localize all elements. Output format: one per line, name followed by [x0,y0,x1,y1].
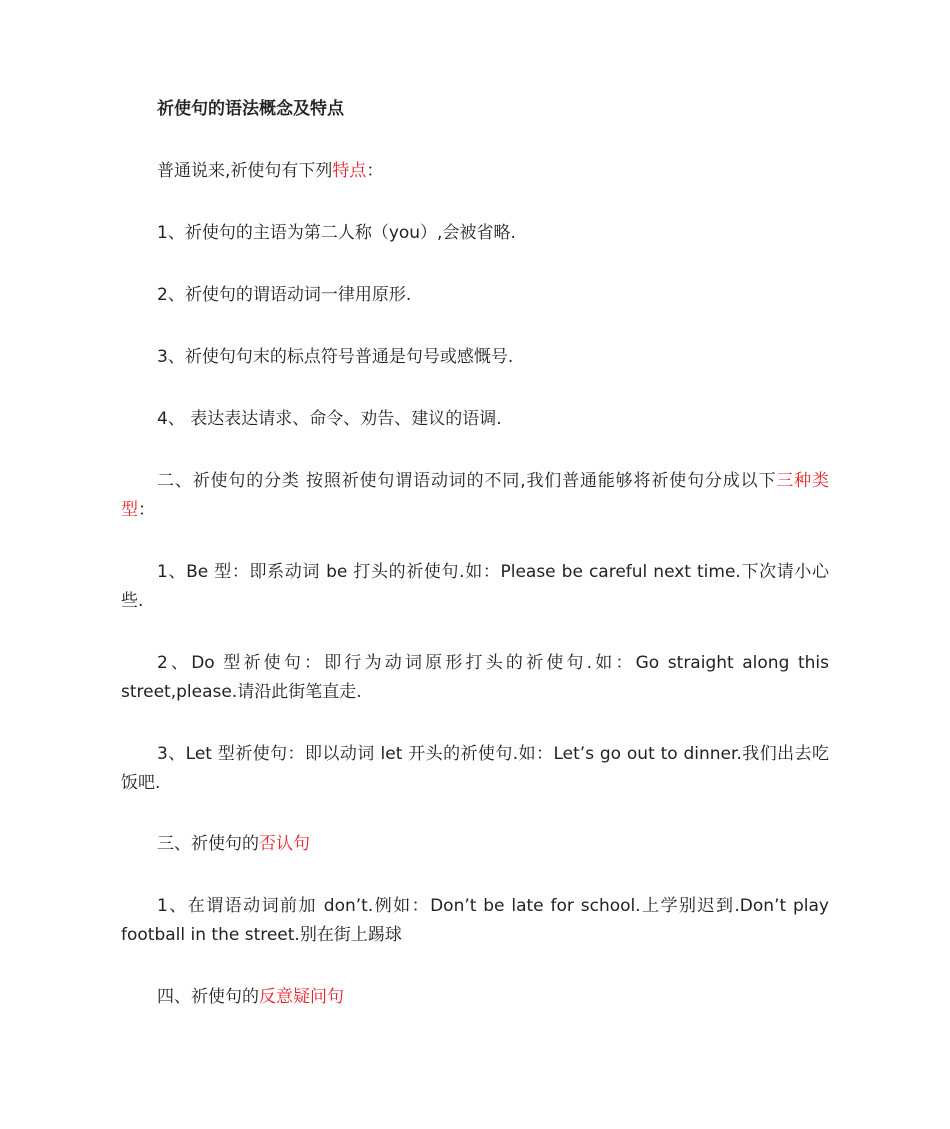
section3-heading [121,830,829,859]
intro-highlight-link[interactable]: 特点 [332,161,367,181]
section4-heading [121,983,829,1012]
feature-item-2: 2、祈使句的谓语动词一律用原形. [157,285,412,305]
feature-item-1: 1、祈使句的主语为第二人称（you）,会被省略. [157,223,516,243]
section2-highlight-link[interactable]: 三种类型 [121,471,830,520]
negative-item-1: 1、在谓语动词前加 don’t.例如：Don’t be late for school.上学别迟到.Don’t play football in the street.别在街上踢球 [121,896,829,945]
feature-item-4: 4、 表达表达请求、命令、劝告、建议的语调. [157,409,502,429]
document-title [121,95,829,124]
intro-text: 普通说来,祈使句有下列 [157,161,333,181]
title-text: 祈使句的语法概念及特点 [157,99,344,119]
section4-highlight-link[interactable]: 反意疑问句 [259,987,344,1007]
feature-item-3: 3、祈使句句末的标点符号普通是句号或感慨号. [157,347,514,367]
section2-colon: ： [138,500,155,520]
intro-colon: ： [366,161,384,181]
section3-highlight-link[interactable]: 否认句 [259,834,310,854]
section2-text: 二、祈使句的分类 按照祈使句谓语动词的不同,我们普通能够将祈使句分成以下 [157,471,777,491]
type-item-be: 1、Be 型：即系动词 be 打头的祈使句.如：Please be careful next time.下次请小心些. [121,562,829,611]
type-item-do: 2、Do 型祈使句：即行为动词原形打头的祈使句.如：Go straight along this street,please.请沿此街笔直走. [121,653,829,702]
intro-paragraph [121,157,829,186]
section3-text: 三、祈使句的 [157,834,259,854]
type-item-let: 3、Let 型祈使句：即以动词 let 开头的祈使句.如：Let’s go out to dinner.我们出去吃饭吧. [121,744,829,793]
section4-text: 四、祈使句的 [157,987,259,1007]
section2-paragraph [121,467,829,525]
